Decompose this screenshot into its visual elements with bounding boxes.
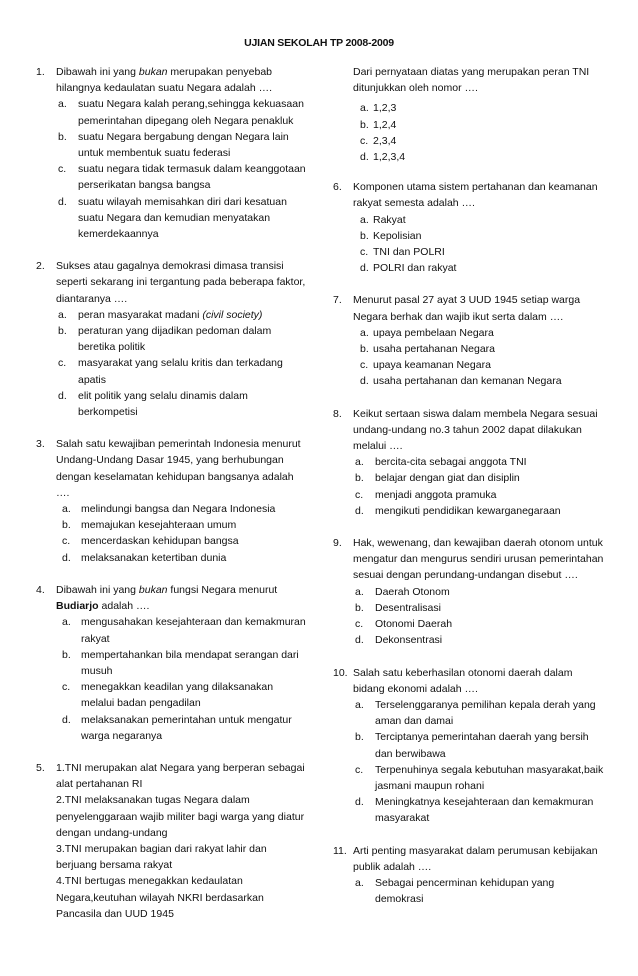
option-d: d. melaksanakan ketertiban dunia [62, 551, 227, 564]
question-number: 6. [333, 181, 342, 194]
option-a: a. mengusahakan kesejahteraan dan kemakmuran rakyat [62, 616, 306, 645]
option-b: b. memajukan kesejahteraan umum [62, 519, 237, 532]
question-1 [36, 64, 308, 242]
question-2 [36, 258, 308, 420]
question-5-continued [333, 64, 605, 165]
option-list [333, 212, 605, 277]
question-4 [36, 582, 308, 744]
statement-1: 1.TNI merupakan alat Negara yang berperan sebagai alat pertahanan RI [56, 761, 305, 791]
option-d: d. elit politik yang selalu dinamis dalam berkompetisi [58, 389, 248, 419]
option-d: d. POLRI dan rakyat [360, 262, 457, 275]
option-a: a. Terselenggaranya pemilihan kepala derah yang aman dan damai [355, 698, 596, 728]
option-c: c. upaya keamanan Negara [360, 359, 491, 372]
question-text: Dari pernyataan diatas yang merupakan peran TNI ditunjukkan oleh nomor …. [353, 66, 590, 95]
option-b: b. usaha pertahanan Negara [360, 343, 496, 356]
option-b: b. Desentralisasi [355, 601, 441, 614]
option-d: d. Dekonsentrasi [355, 634, 443, 647]
option-a: a. Sebagai pencerminan kehidupan yang demokrasi [355, 876, 555, 906]
option-list [36, 96, 308, 242]
question-number: 5. [36, 761, 45, 774]
left-column [36, 64, 308, 922]
question-number: 4. [36, 583, 45, 596]
option-a: a. Daerah Otonom [355, 585, 450, 598]
question-text: Arti penting masyarakat dalam perumusan kebijakan publik adalah …. [353, 844, 598, 873]
statement-4: 4.TNI bertugas menegakkan kedaulatan Negara,keutuhan wilayah NKRI berdasarkan Pancasila dan UUD 1945 [56, 875, 264, 920]
option-list [333, 875, 605, 907]
option-list [333, 584, 605, 649]
option-a: a. peran masyarakat madani (civil society) [58, 308, 263, 321]
question-text: Salah satu kewajiban pemerintah Indonesia menurut Undang-Undang Dasar 1945, yang berhubungan dengan keselamatan kehidupan bangsanya adalah …. [56, 438, 301, 499]
right-column [333, 64, 605, 907]
option-a: a. suatu Negara kalah perang,sehingga kekuasaan pemerintahan dipegang oleh Negara penakluk [58, 98, 304, 127]
option-list [333, 325, 605, 390]
option-d: d. mengikuti pendidikan kewarganegaraan [355, 504, 561, 517]
option-c: c. menjadi anggota pramuka [355, 488, 497, 501]
option-b: b. Kepolisian [360, 229, 422, 242]
option-c: c. Otonomi Daerah [355, 618, 453, 631]
page-title: UJIAN SEKOLAH TP 2008-2009 [244, 37, 394, 49]
question-text: Salah satu keberhasilan otonomi daerah dalam bidang ekonomi adalah …. [353, 666, 573, 695]
option-a: a. 1,2,3 [360, 102, 397, 115]
statement-3: 3.TNI merupakan bagian dari rakyat lahir dan berjuang bersama rakyat [56, 842, 267, 872]
question-text: Komponen utama sistem pertahanan dan keamanan rakyat semesta adalah …. [353, 181, 598, 210]
question-text: Hak, wewenang, dan kewajiban daerah otonom untuk mengatur dan mengurus sendiri urusan pemerintahan sesuai dengan perundang-undangan disebut …. [353, 537, 604, 582]
question-8 [333, 406, 605, 519]
option-d: d. usaha pertahanan dan kemanan Negara [360, 375, 562, 388]
option-list [36, 501, 308, 566]
option-list [36, 307, 308, 420]
statement-2: 2.TNI melaksanakan tugas Negara dalam penyelenggaraan wajib militer bagi warga yang diatur dengan undang-undang [56, 794, 305, 839]
option-d: d. suatu wilayah memisahkan diri dari kesatuan suatu Negara dan kemudian menyatakan kemerdekaannya [58, 195, 287, 241]
option-b: b. belajar dengan giat dan disiplin [355, 472, 520, 485]
option-c: c. masyarakat yang selalu kritis dan terkadang apatis [58, 357, 283, 386]
question-number: 8. [333, 407, 342, 420]
option-b: b. mempertahankan bila mendapat serangan dari musuh [62, 648, 299, 677]
question-5 [36, 760, 308, 922]
question-text: Dibawah ini yang bukan merupakan penyebab hilangnya kedaulatan suatu Negara adalah …. [56, 66, 272, 95]
option-list [36, 614, 308, 744]
option-a: a. upaya pembelaan Negara [360, 326, 494, 339]
option-a: a. melindungi bangsa dan Negara Indonesia [62, 503, 276, 516]
option-c: c. Terpenuhinya segala kebutuhan masyarakat,baik jasmani maupun rohani [355, 763, 604, 792]
question-text: Menurut pasal 27 ayat 3 UUD 1945 setiap warga Negara berhak dan wajib ikut serta dalam …. [353, 294, 581, 323]
question-number: 2. [36, 260, 45, 273]
question-number: 9. [333, 537, 342, 550]
option-c: c. menegakkan keadilan yang dilaksanakan melalui badan pengadilan [62, 681, 274, 710]
option-b: b. 1,2,4 [360, 118, 397, 131]
option-b: b. suatu Negara bergabung dengan Negara lain untuk membentuk suatu federasi [58, 130, 289, 160]
option-list [333, 100, 605, 165]
question-number: 7. [333, 294, 342, 307]
option-c: c. 2,3,4 [360, 134, 397, 147]
option-d: d. melaksanakan pemerintahan untuk mengatur warga negaranya [62, 713, 292, 742]
option-list [333, 697, 605, 827]
question-9 [333, 535, 605, 648]
question-number: 3. [36, 438, 45, 451]
option-a: a. bercita-cita sebagai anggota TNI [355, 456, 527, 469]
option-list [333, 454, 605, 519]
option-a: a. Rakyat [360, 213, 406, 226]
question-7 [333, 292, 605, 389]
option-c: c. suatu negara tidak termasuk dalam keanggotaan perserikatan bangsa bangsa [58, 163, 306, 192]
option-c: c. mencerdaskan kehidupan bangsa [62, 535, 239, 548]
question-text: Keikut sertaan siswa dalam membela Negara sesuai undang-undang no.3 tahun 2002 dapat dilakukan melalui …. [353, 407, 598, 453]
question-number: 10. [333, 666, 348, 679]
option-c: c. TNI dan POLRI [360, 246, 445, 259]
option-b: b. Terciptanya pemerintahan daerah yang bersih dan berwibawa [355, 731, 589, 760]
option-b: b. peraturan yang dijadikan pedoman dalam beretika politik [58, 325, 272, 354]
option-d: d. Meningkatnya kesejahteraan dan kemakmuran masyarakat [355, 796, 594, 825]
question-10 [333, 665, 605, 827]
question-text: Dibawah ini yang bukan fungsi Negara menurut Budiarjo adalah …. [56, 583, 278, 613]
question-3 [36, 436, 308, 566]
question-text: Sukses atau gagalnya demokrasi dimasa transisi seperti sekarang ini tergantung pada beberapa faktor, diantaranya …. [56, 260, 306, 305]
question-number: 1. [36, 66, 45, 78]
option-d: d. 1,2,3,4 [360, 151, 406, 164]
question-6 [333, 179, 605, 276]
question-11 [333, 843, 605, 908]
question-number: 11. [333, 844, 347, 857]
